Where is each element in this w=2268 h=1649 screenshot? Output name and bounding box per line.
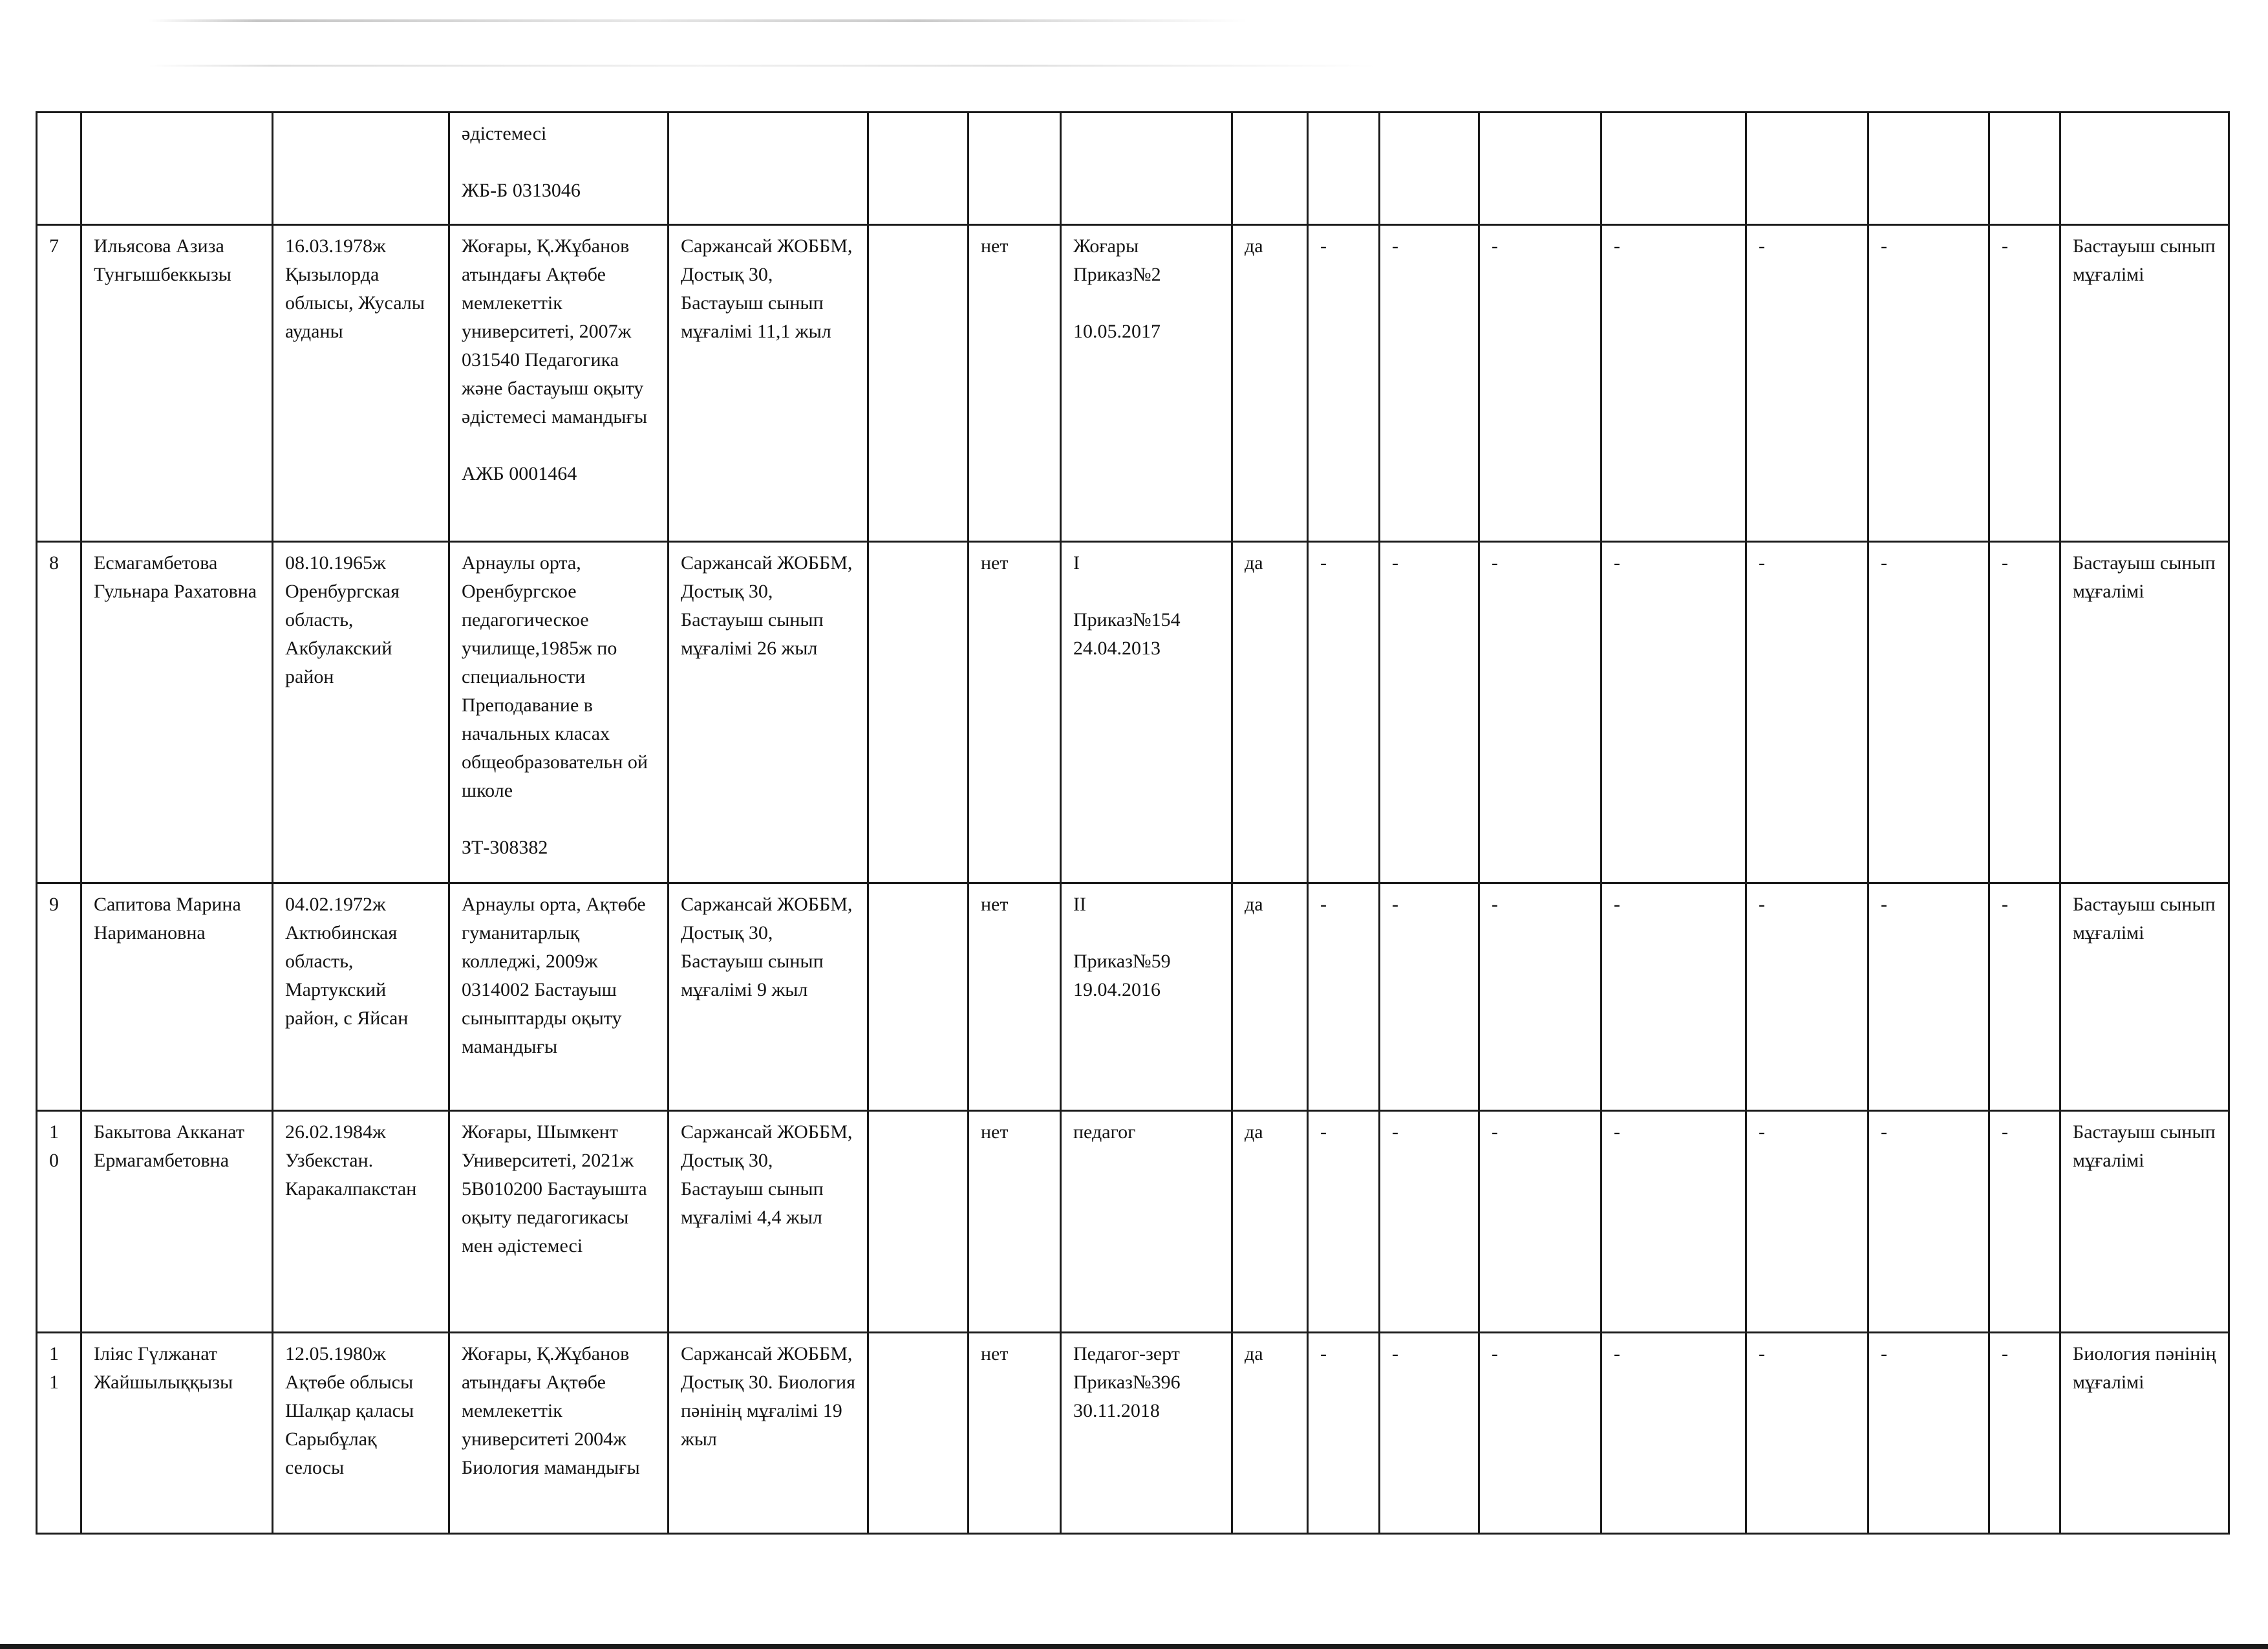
education: Арнаулы орта, Оренбургское педагогическое училище,1985ж по специальности Преподавание в начальных класах общеобразовательн ой школе ЗТ-308382 bbox=[449, 542, 669, 883]
cell-da: да bbox=[1232, 542, 1308, 883]
position: Биология пәнінің мұғалімі bbox=[2060, 1333, 2229, 1534]
cell-da: да bbox=[1232, 883, 1308, 1111]
cell-da: да bbox=[1232, 225, 1308, 542]
dash-cell: - bbox=[1380, 883, 1479, 1111]
empty-cell bbox=[868, 225, 968, 542]
dash-cell bbox=[1746, 113, 1868, 225]
dash-cell bbox=[1989, 113, 2060, 225]
dash-cell: - bbox=[1746, 1111, 1868, 1333]
scan-artifact-top bbox=[149, 19, 1248, 22]
empty-cell bbox=[868, 883, 968, 1111]
dash-cell: - bbox=[1989, 542, 2060, 883]
dash-cell: - bbox=[1989, 1333, 2060, 1534]
cell-net: нет bbox=[968, 1333, 1061, 1534]
dash-cell bbox=[1479, 113, 1601, 225]
dash-cell: - bbox=[1601, 883, 1746, 1111]
cell-da bbox=[1232, 113, 1308, 225]
birth-info: 12.05.1980ж Ақтөбе облысы Шалқар қаласы Сарыбұлақ селосы bbox=[273, 1333, 449, 1534]
category-order: Педагог-зерт Приказ№396 30.11.2018 bbox=[1061, 1333, 1232, 1534]
birth-info: 08.10.1965ж Оренбургская область, Акбулакский район bbox=[273, 542, 449, 883]
dash-cell: - bbox=[1746, 1333, 1868, 1534]
dash-cell: - bbox=[1601, 225, 1746, 542]
cell-da: да bbox=[1232, 1111, 1308, 1333]
dash-cell: - bbox=[1380, 1333, 1479, 1534]
dash-cell: - bbox=[1479, 1333, 1601, 1534]
dash-cell: - bbox=[1479, 225, 1601, 542]
birth-info bbox=[273, 113, 449, 225]
dash-cell: - bbox=[1601, 1111, 1746, 1333]
dash-cell: - bbox=[1868, 225, 1989, 542]
dash-cell: - bbox=[1746, 883, 1868, 1111]
dash-cell: - bbox=[1380, 225, 1479, 542]
position bbox=[2060, 113, 2229, 225]
position: Бастауыш сынып мұғалімі bbox=[2060, 225, 2229, 542]
workplace-experience: Саржансай ЖОББМ, Достық 30, Бастауыш сынып мұғалімі 26 жыл bbox=[669, 542, 868, 883]
empty-cell bbox=[868, 542, 968, 883]
dash-cell: - bbox=[1308, 1333, 1380, 1534]
table-row bbox=[37, 1333, 2229, 1534]
dash-cell: - bbox=[1989, 883, 2060, 1111]
dash-cell: - bbox=[1746, 225, 1868, 542]
row-number: 9 bbox=[37, 883, 81, 1111]
category-order: Жоғары Приказ№2 10.05.2017 bbox=[1061, 225, 1232, 542]
dash-cell: - bbox=[1380, 542, 1479, 883]
dash-cell: - bbox=[1868, 1333, 1989, 1534]
full-name: Сапитова Марина Наримановна bbox=[81, 883, 273, 1111]
category-order: I Приказ№154 24.04.2013 bbox=[1061, 542, 1232, 883]
row-number: 1 0 bbox=[37, 1111, 81, 1333]
position: Бастауыш сынып мұғалімі bbox=[2060, 883, 2229, 1111]
staff-table bbox=[36, 111, 2230, 1535]
cell-net: нет bbox=[968, 542, 1061, 883]
education: Жоғары, Қ.Жұбанов атындағы Ақтөбе мемлекеттік университеті 2004ж Биология мамандығы bbox=[449, 1333, 669, 1534]
dash-cell: - bbox=[1479, 1111, 1601, 1333]
row-number: 7 bbox=[37, 225, 81, 542]
table-row bbox=[37, 113, 2229, 225]
row-number: 1 1 bbox=[37, 1333, 81, 1534]
birth-info: 04.02.1972ж Актюбинская область, Мартукский район, с Яйсан bbox=[273, 883, 449, 1111]
dash-cell bbox=[1380, 113, 1479, 225]
position: Бастауыш сынып мұғалімі bbox=[2060, 1111, 2229, 1333]
full-name: Бакытова Акканат Ермагамбетовна bbox=[81, 1111, 273, 1333]
workplace-experience bbox=[669, 113, 868, 225]
table-row bbox=[37, 542, 2229, 883]
empty-cell bbox=[868, 1333, 968, 1534]
dash-cell: - bbox=[1989, 1111, 2060, 1333]
workplace-experience: Саржансай ЖОББМ, Достық 30, Бастауыш сынып мұғалімі 9 жыл bbox=[669, 883, 868, 1111]
cell-net: нет bbox=[968, 1111, 1061, 1333]
education: Жоғары, Шымкент Университеті, 2021ж 5В010200 Бастауышта оқыту педагогикасы мен әдістемесі bbox=[449, 1111, 669, 1333]
education: Жоғары, Қ.Жұбанов атындағы Ақтөбе мемлекеттік университеті, 2007ж 031540 Педагогика және бастауыш оқыту әдістемесі мамандығы АЖБ 0001464 bbox=[449, 225, 669, 542]
workplace-experience: Саржансай ЖОББМ, Достық 30. Биология пәнінің мұғалімі 19 жыл bbox=[669, 1333, 868, 1534]
dash-cell: - bbox=[1308, 225, 1380, 542]
education: әдістемесі ЖБ-Б 0313046 bbox=[449, 113, 669, 225]
full-name: Есмагамбетова Гульнара Рахатовна bbox=[81, 542, 273, 883]
dash-cell: - bbox=[1479, 542, 1601, 883]
empty-cell bbox=[868, 113, 968, 225]
category-order: педагог bbox=[1061, 1111, 1232, 1333]
birth-info: 26.02.1984ж Узбекстан. Каракалпакстан bbox=[273, 1111, 449, 1333]
category-order bbox=[1061, 113, 1232, 225]
dash-cell: - bbox=[1601, 542, 1746, 883]
scan-artifact-top-2 bbox=[149, 65, 1377, 67]
dash-cell: - bbox=[1380, 1111, 1479, 1333]
row-number: 8 bbox=[37, 542, 81, 883]
cell-da: да bbox=[1232, 1333, 1308, 1534]
dash-cell: - bbox=[1868, 1111, 1989, 1333]
table-row bbox=[37, 883, 2229, 1111]
dash-cell: - bbox=[1601, 1333, 1746, 1534]
full-name: Іліяс Гүлжанат Жайшылыққызы bbox=[81, 1333, 273, 1534]
dash-cell bbox=[1308, 113, 1380, 225]
full-name: Ильясова Азиза Тунгышбеккызы bbox=[81, 225, 273, 542]
dash-cell: - bbox=[1868, 542, 1989, 883]
table-row bbox=[37, 225, 2229, 542]
education: Арнаулы орта, Ақтөбе гуманитарлық колледжі, 2009ж 0314002 Бастауыш сыныптарды оқыту мамандығы bbox=[449, 883, 669, 1111]
dash-cell: - bbox=[1308, 1111, 1380, 1333]
dash-cell: - bbox=[1308, 542, 1380, 883]
dash-cell: - bbox=[1479, 883, 1601, 1111]
position: Бастауыш сынып мұғалімі bbox=[2060, 542, 2229, 883]
dash-cell: - bbox=[1989, 225, 2060, 542]
dash-cell bbox=[1868, 113, 1989, 225]
dash-cell: - bbox=[1308, 883, 1380, 1111]
row-number bbox=[37, 113, 81, 225]
workplace-experience: Саржансай ЖОББМ, Достық 30, Бастауыш сынып мұғалімі 11,1 жыл bbox=[669, 225, 868, 542]
dash-cell: - bbox=[1868, 883, 1989, 1111]
table-row bbox=[37, 1111, 2229, 1333]
cell-net bbox=[968, 113, 1061, 225]
empty-cell bbox=[868, 1111, 968, 1333]
scan-artifact-bottom bbox=[0, 1644, 2268, 1649]
full-name bbox=[81, 113, 273, 225]
dash-cell bbox=[1601, 113, 1746, 225]
cell-net: нет bbox=[968, 225, 1061, 542]
dash-cell: - bbox=[1746, 542, 1868, 883]
birth-info: 16.03.1978ж Қызылорда облысы, Жусалы ауданы bbox=[273, 225, 449, 542]
category-order: II Приказ№59 19.04.2016 bbox=[1061, 883, 1232, 1111]
workplace-experience: Саржансай ЖОББМ, Достық 30, Бастауыш сынып мұғалімі 4,4 жыл bbox=[669, 1111, 868, 1333]
cell-net: нет bbox=[968, 883, 1061, 1111]
